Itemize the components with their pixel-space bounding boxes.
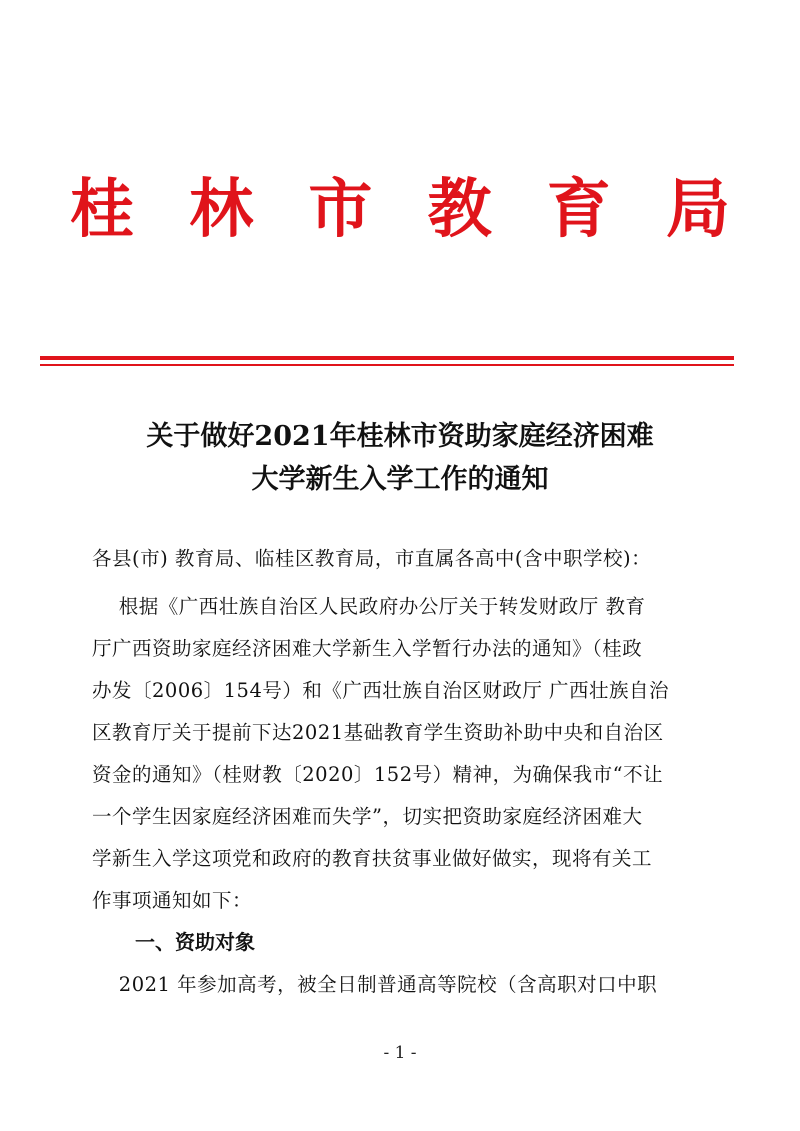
body-line: 区教育厅关于提前下达2021基础教育学生资助补助中央和自治区 — [92, 721, 664, 744]
body-line: 一个学生因家庭经济困难而失学”，切实把资助家庭经济困难大 — [92, 805, 643, 828]
document-title-line-2: 大学新生入学工作的通知 — [251, 464, 549, 495]
body-line: 学新生入学这项党和政府的教育扶贫事业做好做实，现将有关工 — [92, 847, 653, 870]
body-line: 办发〔2006〕154号）和《广西壮族自治区财政厅 广西壮族自治 — [92, 679, 670, 702]
header-char: 市 — [308, 173, 373, 247]
red-divider-thick — [40, 356, 734, 360]
body-line: 资金的通知》（桂财教〔2020〕152号）精神，为确保我市“不让 — [92, 763, 664, 786]
header-char: 局 — [665, 173, 730, 247]
salutation: 各县(市) 教育局、临桂区教育局，市直属各高中(含中职学校)： — [92, 547, 652, 570]
header-char: 育 — [546, 173, 611, 247]
section-heading: 一、资助对象 — [135, 930, 255, 954]
page-number: - 1 - — [383, 1043, 417, 1063]
body-line: 厅广西资助家庭经济困难大学新生入学暂行办法的通知》（桂政 — [92, 637, 643, 660]
body-line: 根据《广西壮族自治区人民政府办公厅关于转发财政厅 教育 — [92, 595, 646, 618]
document-title-line-1: 关于做好2021年桂林市资助家庭经济困难 — [146, 421, 654, 452]
header-char: 教 — [427, 173, 492, 247]
header-char: 林 — [189, 173, 254, 247]
body-line: 作事项通知如下： — [92, 889, 253, 912]
issuing-authority-header — [70, 170, 730, 250]
red-divider-thin — [40, 364, 734, 366]
header-char: 桂 — [70, 173, 134, 247]
body-line: 2021 年参加高考，被全日制普通高等院校（含高职对口中职 — [92, 973, 658, 996]
